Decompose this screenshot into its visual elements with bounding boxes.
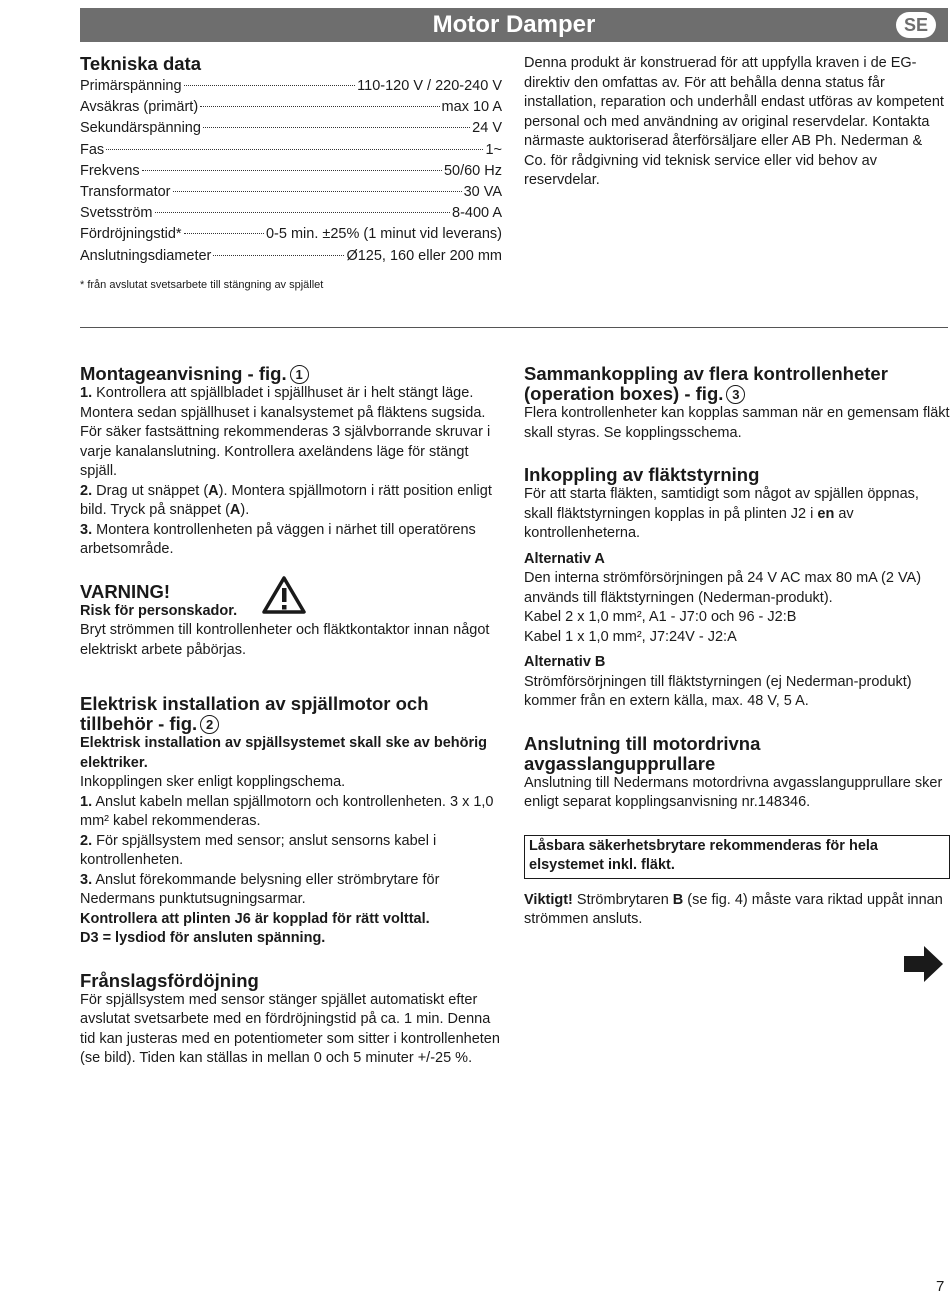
spec-value: 0-5 min. ±25% (1 minut vid leverans): [265, 226, 502, 243]
montage-heading: Montageanvisning - fig. 1: [80, 364, 504, 384]
fig-3-marker: 3: [726, 385, 745, 404]
spec-row: [80, 246, 502, 267]
spec-dot-leader: [213, 254, 344, 256]
spec-dot-leader: [184, 84, 356, 86]
spec-dot-leader: [106, 148, 483, 150]
spec-dot-leader: [142, 169, 442, 171]
spec-row: [80, 97, 502, 118]
safety-switch-note: Låsbara säkerhetsbrytare rekommenderas för hela elsystemet inkl. fläkt.: [524, 835, 950, 879]
franslag-text: För spjällsystem med sensor stänger spjället automatiskt efter avslutat svetsarbete med en fördröjningstid på ca. 1 min. Denna tid kan justeras med en potentiometer som sitter i kontrollenheten (se bild). Tiden kan ställas in mellan 0 och 5 minuter +/-25 %.: [80, 991, 500, 1066]
inkoppling-section: [524, 465, 950, 712]
page-number: 7: [936, 1278, 945, 1295]
spec-row: [80, 182, 502, 203]
montage-step-1: 1. Kontrollera att spjällbladet i spjällhuset är i helt stängt läge. Montera sedan spjällhuset i kanalsystemet på fläktens sugsida. För säker fastsättning rekommenderas 3 självborrande skruvar i varje kanalanslutning. Kontrollera axeländens läge för stängt spjäll.: [80, 385, 491, 479]
el-install-step-3: 3. Anslut förekommande belysning eller strömbrytare för Nedermans punktutsugningsarmar.: [80, 871, 440, 907]
samman-text: Flera kontrollenheter kan kopplas samman när en gemensam fläkt skall styras. Se kopplingsschema.: [524, 405, 950, 441]
spec-value: Ø125, 160 eller 200 mm: [346, 247, 502, 264]
montage-step-3: 3. Montera kontrollenheten på väggen i närhet till operatörens arbetsområde.: [80, 521, 476, 557]
warning-heading: VARNING!: [80, 580, 171, 602]
spec-label: Sekundärspänning: [80, 120, 201, 137]
spec-dot-leader: [173, 190, 462, 192]
spec-dot-leader: [203, 126, 470, 128]
language-badge: SE: [896, 12, 936, 38]
anslutning-heading: Anslutning till motordrivna avgasslangupprullare: [524, 732, 761, 774]
warning-triangle-icon: [262, 576, 306, 614]
spec-label: Frekvens: [80, 162, 140, 179]
el-install-section: [80, 694, 504, 949]
spec-list: [80, 76, 502, 267]
samman-heading: Sammankoppling av flera kontrollenheter (operation boxes) - fig. 3: [524, 363, 888, 404]
section-divider: [80, 327, 948, 328]
spec-value: max 10 A: [441, 99, 502, 116]
el-install-step-1: 1. Anslut kabeln mellan spjällmotorn och kontrollenheten. 3 x 1,0 mm² kabel rekommenderas.: [80, 793, 494, 829]
anslutning-text: Anslutning till Nedermans motordrivna avgasslangupprullare sker enligt separat kopplingsanvisning nr.148346.: [524, 774, 943, 810]
el-install-intro: Elektrisk installation av spjällsystemet skall ske av behörig elektriker.: [80, 735, 487, 771]
spec-label: Primärspänning: [80, 78, 182, 94]
warning-block: [80, 582, 504, 661]
anslutning-section: [524, 734, 950, 813]
spec-row: [80, 224, 502, 245]
fig-1-marker: 1: [290, 365, 309, 384]
spec-value: 8-400 A: [452, 205, 502, 222]
spec-label: Svetsström: [80, 205, 153, 222]
spec-row: [80, 118, 502, 139]
tech-data-section: [80, 54, 502, 267]
el-install-bold-2: D3 = lysdiod för ansluten spänning.: [80, 930, 326, 946]
spec-label: Transformator: [80, 183, 171, 200]
el-install-step-2: 2. För spjällsystem med sensor; anslut sensorns kabel i kontrollenheten.: [80, 832, 437, 868]
fig-2-marker: 2: [200, 715, 219, 734]
franslag-section: [80, 971, 504, 1069]
el-install-bold-1: Kontrollera att plinten J6 är kopplad för rätt volttal.: [80, 910, 430, 927]
spec-value: 1~: [485, 141, 502, 158]
spec-dot-leader: [184, 232, 264, 234]
inkoppling-heading: Inkoppling av fläktstyrning: [524, 464, 760, 485]
alt-a-heading: Alternativ A: [524, 550, 605, 567]
intro-text: Denna produkt är konstruerad för att uppfylla kraven i de EG-direktiv den omfattas av. För att behålla denna status får installation, reparation och underhåll endast utföras av kompetent personal och med användning av original reservdelar. Kontakta närmaste auktoriserad återförsäljare eller AB Ph. Nederman & Co. för rådgivning vid teknisk service eller vid behov av reservdelar.: [524, 55, 944, 188]
alt-a-text: Den interna strömförsörjningen på 24 V AC max 80 mA (2 VA) används till fläktstyrningen (Nederman-produkt).: [524, 570, 922, 606]
inkoppling-text: För att starta fläkten, samtidigt som något av spjällen öppnas, skall fläktstyrningen kopplas in på plinten J2 i en av kontrollenheterna.: [524, 486, 919, 541]
viktigt-note: Viktigt! Strömbrytaren B (se fig. 4) måste vara riktad uppåt innan strömmen ansluts.: [524, 891, 943, 927]
alt-b-text: Strömförsörjningen till fläktstyrningen (ej Nederman-produkt) kommer från en extern källa, max. 48 V, 5 A.: [524, 673, 912, 709]
spec-row: [80, 161, 502, 182]
el-install-heading: Elektrisk installation av spjällmotor och tillbehör - fig. 2: [80, 693, 429, 734]
spec-dot-leader: [200, 105, 439, 107]
tech-data-heading: Tekniska data: [80, 53, 201, 74]
spec-label: Avsäkras (primärt): [80, 99, 199, 116]
spec-label: Fördröjningstid*: [80, 226, 182, 243]
spec-label: Anslutningsdiameter: [80, 247, 212, 264]
spec-value: 50/60 Hz: [443, 162, 502, 179]
spec-value: 24 V: [472, 120, 502, 137]
spec-value: 30 VA: [463, 183, 502, 200]
tech-footnote: * från avslutat svetsarbete till stängning av spjället: [80, 279, 324, 291]
spec-row: [80, 76, 502, 97]
right-column: [524, 364, 950, 930]
spec-label: Fas: [80, 141, 105, 158]
spec-dot-leader: [155, 211, 450, 213]
spec-value: 110-120 V / 220-240 V: [357, 78, 502, 94]
warning-subheading: Risk för personskador.: [80, 602, 238, 619]
montage-step-2: 2. Drag ut snäppet (A). Montera spjällmotorn i rätt position enligt bild. Tryck på snäppet (A).: [80, 482, 492, 518]
alt-b-heading: Alternativ B: [524, 654, 606, 670]
alt-a-cable-1: Kabel 2 x 1,0 mm², A1 - J7:0 och 96 - J2:B: [524, 609, 797, 625]
franslag-heading: Frånslagsfördöjning: [80, 969, 259, 991]
next-page-arrow-icon: [904, 946, 944, 982]
spec-row: [80, 203, 502, 224]
left-column: [80, 364, 504, 1069]
el-install-line: Inkopplingen sker enligt kopplingschema.: [80, 774, 346, 790]
page-header: [80, 8, 948, 42]
document-title: Motor Damper: [432, 11, 596, 38]
warning-text: Bryt strömmen till kontrollenheter och fläktkontaktor innan något elektriskt arbete påbörjas.: [80, 622, 490, 658]
spec-row: [80, 140, 502, 161]
intro-section: [524, 54, 948, 191]
alt-a-cable-2: Kabel 1 x 1,0 mm², J7:24V - J2:A: [524, 628, 737, 645]
